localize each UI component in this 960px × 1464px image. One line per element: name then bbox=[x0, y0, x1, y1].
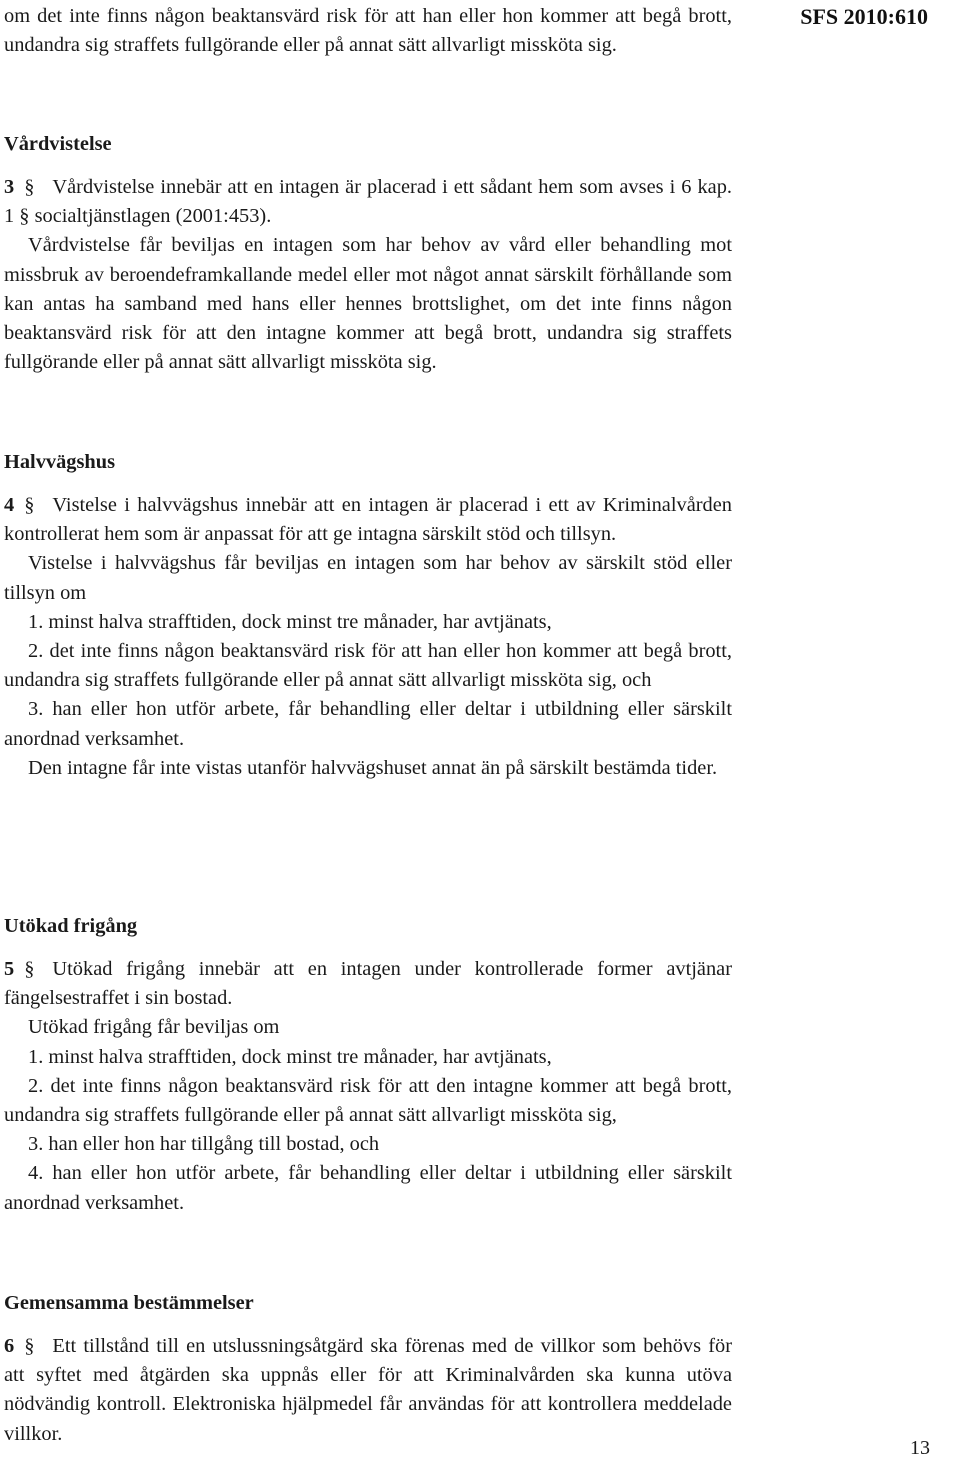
section-sign: § bbox=[24, 494, 35, 516]
intro-paragraph: om det inte finns någon beaktansvärd risk för att han eller hon kommer att begå brott, undandra sig straffets fullgörande eller på annat sätt allvarligt missköta sig. bbox=[4, 5, 732, 57]
paragraph-second: Utökad frigång får beviljas om bbox=[28, 1016, 280, 1039]
section-5 bbox=[4, 912, 732, 1218]
list-item: 3. han eller hon utför arbete, får behandling eller deltar i utbildning eller särskilt anordnad verksamhet. bbox=[4, 698, 732, 750]
section-sign: § bbox=[24, 1335, 35, 1357]
section-sign: § bbox=[24, 176, 35, 198]
paragraph-third: Den intagne får inte vistas utanför halvvägshuset annat än på särskilt bestämda tider. bbox=[28, 756, 718, 779]
page-number: 13 bbox=[910, 1437, 930, 1459]
section-heading: Gemensamma bestämmelser bbox=[4, 1292, 254, 1314]
list-item: 2. det inte finns någon beaktansvärd risk för att han eller hon kommer att begå brott, undandra sig straffets fullgörande eller på annat sätt allvarligt missköta sig, och bbox=[4, 640, 732, 692]
section-heading: Utökad frigång bbox=[4, 915, 138, 937]
list-item: 2. det inte finns någon beaktansvärd risk för att den intagne kommer att begå brott, undandra sig straffets fullgörande eller på annat sätt allvarligt missköta sig, bbox=[4, 1074, 732, 1127]
section-heading: Halvvägshus bbox=[4, 451, 116, 473]
paragraph-second: Vårdvistelse får beviljas en intagen som har behov av vård eller behandling mot missbruk av beroendeframkallande medel eller mot något annat särskilt förhållande som kan antas ha samband med hans eller hennes brottslighet, om det inte finns någon beaktansvärd risk för att den intagne kommer att begå brott, undandra sig straffets fullgörande eller på annat sätt allvarligt missköta sig. bbox=[4, 234, 732, 374]
section-heading: Vårdvistelse bbox=[4, 133, 112, 155]
paragraph-text: Vårdvistelse innebär att en intagen är placerad i ett sådant hem som avses i 6 kap. 1 § socialtjänstlagen (2001:453). bbox=[4, 176, 732, 228]
paragraph-text: Vistelse i halvvägshus innebär att en intagen är placerad i ett av Kriminalvården kontrollerat hem som är anpassat för att ge intagna särskilt stöd och tillsyn. bbox=[4, 494, 732, 546]
list-item: 1. minst halva strafftiden, dock minst tre månader, har avtjänats, bbox=[28, 1045, 552, 1068]
paragraph-number: 6 bbox=[4, 1335, 15, 1357]
paragraph-first bbox=[4, 173, 732, 231]
list-item: 1. minst halva strafftiden, dock minst tre månader, har avtjänats, bbox=[28, 610, 552, 633]
section-3 bbox=[4, 130, 732, 377]
document-page bbox=[4, 0, 934, 1464]
section-6 bbox=[4, 1289, 732, 1449]
paragraph-number: 5 bbox=[4, 958, 15, 980]
paragraph-number: 4 bbox=[4, 494, 15, 516]
paragraph-text: Utökad frigång innebär att en intagen under kontrollerade former avtjänar fängelsestraffet i sin bostad. bbox=[4, 958, 732, 1010]
running-head: SFS 2010:610 bbox=[800, 4, 928, 29]
paragraph-first bbox=[4, 491, 732, 549]
paragraph-first bbox=[4, 1332, 732, 1449]
paragraph-text: Ett tillstånd till en utslussningsåtgärd ska förenas med de villkor som behövs för att syftet med åtgärden ska uppnås eller för att Kriminalvården ska kunna utöva nödvändig kontroll. Elektroniska hjälpmedel får användas för att kontrollera meddelade villkor. bbox=[4, 1335, 732, 1445]
section-sign: § bbox=[24, 958, 35, 980]
paragraph-second: Vistelse i halvvägshus får beviljas en intagen som har behov av särskilt stöd eller tillsyn om bbox=[4, 552, 732, 604]
list-item: 3. han eller hon har tillgång till bostad, och bbox=[28, 1133, 380, 1156]
section-4 bbox=[4, 448, 732, 783]
list-item: 4. han eller hon utför arbete, får behandling eller deltar i utbildning eller särskilt anordnad verksamhet. bbox=[4, 1162, 732, 1214]
intro-block bbox=[4, 2, 732, 60]
paragraph-number: 3 bbox=[4, 176, 15, 198]
paragraph-first bbox=[4, 955, 732, 1013]
